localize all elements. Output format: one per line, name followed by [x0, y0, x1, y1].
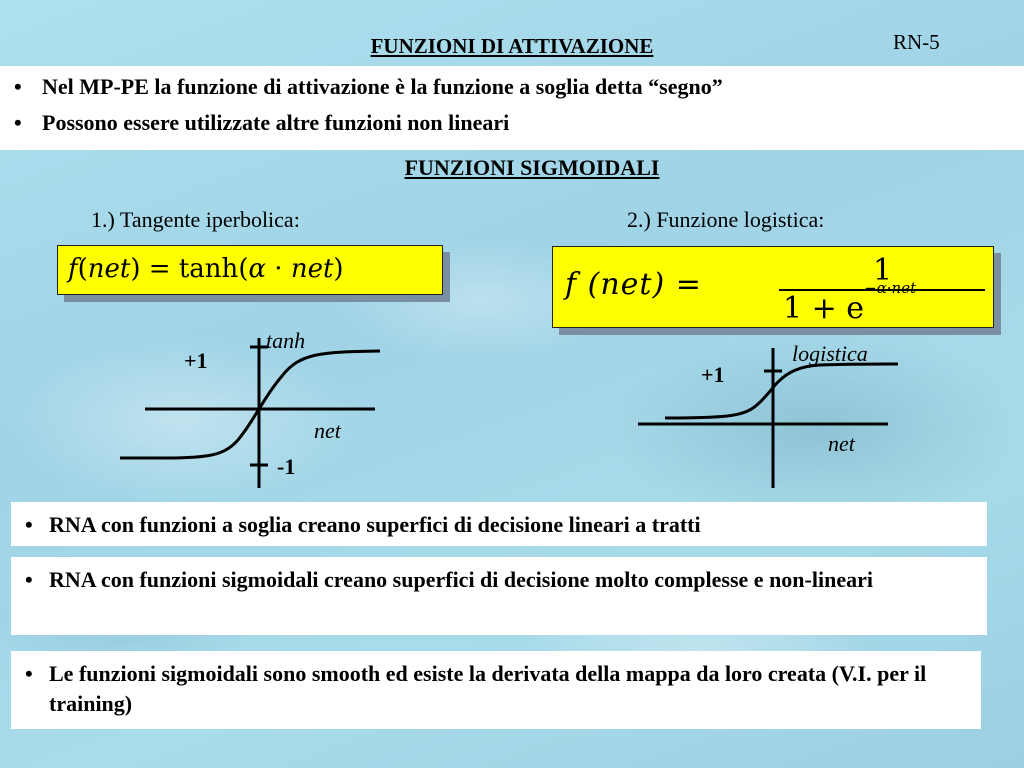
logistic-formula-numerator: 1 [873, 253, 893, 288]
intro-bullet-2: • Possono essere utilizzate altre funzioni non lineari [14, 110, 510, 135]
tanh-axis-label: net [314, 418, 341, 443]
bullet-dot: • [25, 567, 33, 592]
tanh-lower-label: -1 [277, 454, 296, 479]
note-box-1: • RNA con funzioni a soglia creano superfici di decisione lineari a tratti [11, 502, 987, 546]
slide-code: RN-5 [893, 30, 940, 54]
logistic-label: 2.) Funzione logistica: [627, 207, 825, 232]
logistic-formula-box [552, 246, 994, 328]
bullet-dot: • [14, 74, 22, 99]
logistic-plot-svg [630, 338, 920, 493]
tanh-formula: f(net) = tanh(α · net) [68, 254, 344, 284]
tanh-curve [120, 351, 380, 458]
tanh-label: 1.) Tangente iperbolica: [91, 207, 300, 232]
bullet-dot: • [25, 512, 33, 537]
logistic-axis-label: net [828, 431, 855, 456]
logistic-upper-label: +1 [701, 362, 725, 387]
slide-title: FUNZIONI DI ATTIVAZIONE [370, 34, 654, 58]
section-title: FUNZIONI SIGMOIDALI [404, 155, 660, 180]
logistic-plot [630, 338, 920, 493]
tanh-curve-label: tanh [266, 328, 306, 353]
tanh-upper-label: +1 [184, 348, 208, 373]
intro-box [0, 66, 1024, 150]
logistic-curve-label: logistica [792, 341, 868, 366]
note-box-2: • RNA con funzioni sigmoidali creano superfici di decisione molto complesse e non-lineari [11, 557, 987, 635]
tanh-plot [110, 320, 410, 495]
note-box-3: • Le funzioni sigmoidali sono smooth ed esiste la derivata della mappa da loro creata (V.I. per il training) [11, 651, 981, 729]
intro-bullet-1: • Nel MP-PE la funzione di attivazione è la funzione a soglia detta “segno” [14, 74, 723, 99]
logistic-formula-lhs: f (net) = [565, 267, 702, 302]
tanh-formula-box [57, 245, 443, 295]
logistic-formula-denominator: $1 + e^{-\alpha\cdot net}$ [783, 279, 917, 326]
bullet-dot: • [25, 661, 33, 686]
tanh-plot-svg [110, 320, 410, 495]
bullet-dot: • [14, 110, 22, 135]
